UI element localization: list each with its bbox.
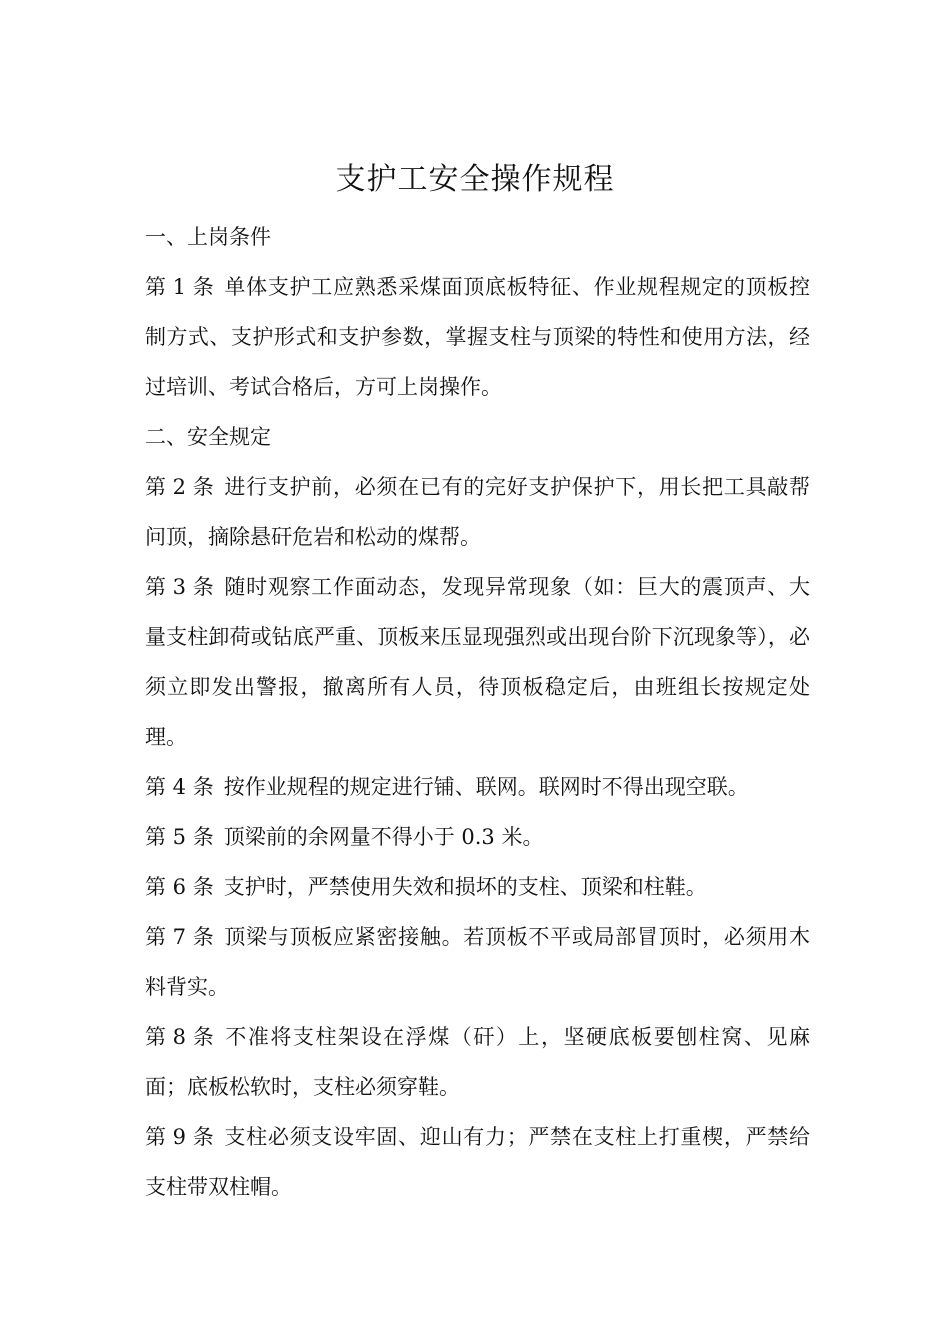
article-text: 顶梁前的余网量不得小于 0.3 米。 <box>223 825 544 849</box>
section-heading: 二、安全规定 <box>145 425 271 449</box>
article-text: 随时观察工作面动态，发现异常现象（如：巨大的震顶声、大量支柱卸荷或钻底严重、顶板来压显现强烈或出现台阶下沉现象等），必须立即发出警报，撤离所有人员，待顶板稳定后，由班组长按规定处理。 <box>145 575 810 749</box>
article-number: 第 8 条 <box>145 1025 214 1049</box>
article-number: 第 2 条 <box>145 475 214 499</box>
article-number: 第 6 条 <box>145 875 214 899</box>
article-number: 第 1 条 <box>145 275 214 299</box>
article-text: 支柱必须支设牢固、迎山有力；严禁在支柱上打重楔，严禁给支柱带双柱帽。 <box>145 1125 810 1199</box>
document-body <box>145 212 810 1212</box>
document-title: 支护工安全操作规程 <box>335 162 615 197</box>
article-text: 按作业规程的规定进行铺、联网。联网时不得出现空联。 <box>223 775 749 799</box>
article-text: 不准将支柱架设在浮煤（矸）上，坚硬底板要刨柱窝、见麻面；底板松软时，支柱必须穿鞋。 <box>145 1025 810 1099</box>
section-heading: 一、上岗条件 <box>145 225 271 249</box>
article-5 <box>145 812 810 862</box>
article-7 <box>145 912 810 1012</box>
article-8 <box>145 1012 810 1112</box>
article-number: 第 4 条 <box>145 775 214 799</box>
article-1 <box>145 262 810 412</box>
article-text: 单体支护工应熟悉采煤面顶底板特征、作业规程规定的顶板控制方式、支护形式和支护参数，掌握支柱与顶梁的特性和使用方法，经过培训、考试合格后，方可上岗操作。 <box>145 275 810 399</box>
article-2 <box>145 462 810 562</box>
article-9 <box>145 1112 810 1212</box>
article-4 <box>145 762 810 812</box>
article-text: 顶梁与顶板应紧密接触。若顶板不平或局部冒顶时，必须用木料背实。 <box>145 925 810 999</box>
article-text: 进行支护前，必须在已有的完好支护保护下，用长把工具敲帮问顶，摘除悬矸危岩和松动的煤帮。 <box>145 475 810 549</box>
article-6 <box>145 862 810 912</box>
article-number: 第 9 条 <box>145 1125 214 1149</box>
article-text: 支护时，严禁使用失效和损坏的支柱、顶梁和柱鞋。 <box>223 875 707 899</box>
article-3 <box>145 562 810 762</box>
article-number: 第 7 条 <box>145 925 214 949</box>
article-number: 第 3 条 <box>145 575 214 599</box>
article-number: 第 5 条 <box>145 825 214 849</box>
